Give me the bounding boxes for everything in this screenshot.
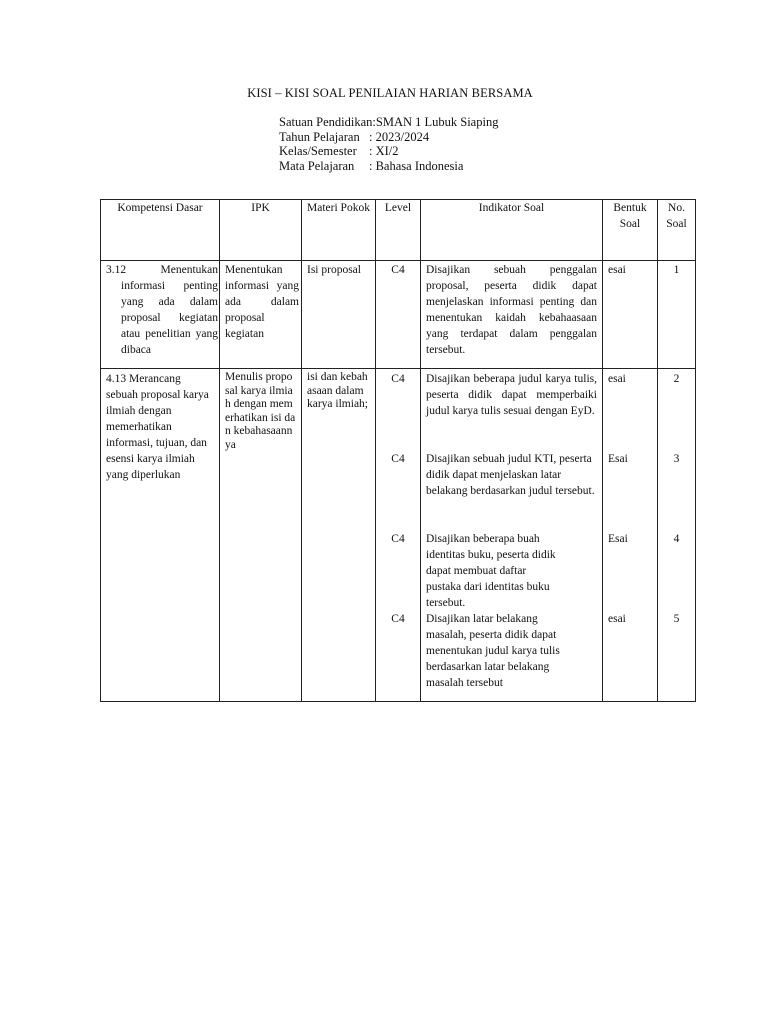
no-soal-item: 3 (673, 453, 680, 465)
ipk-cell: Menulis proposal karya ilmiah dengan memerhatikan isi dan kebahasaannya (220, 369, 302, 702)
ipk-cell: Menentukan informasi yang ada dalam proposal kegiatan (220, 261, 302, 369)
no-soal-item: 5 (673, 613, 680, 625)
header-kompetensi-dasar: Kompetensi Dasar (101, 200, 220, 261)
bentuk-item: esai (608, 613, 626, 625)
meta-row-satuan (279, 115, 498, 130)
meta-label: Tahun Pelajaran (279, 129, 360, 144)
meta-row-mapel (279, 159, 498, 174)
bentuk-cell: esai (603, 261, 658, 369)
meta-label: Mata Pelajaran (279, 158, 355, 173)
indikator-item: Disajikan sebuah judul KTI, peserta didik dapat menjelaskan latar belakang berdasarkan judul tersebut. (426, 453, 595, 497)
bentuk-item: esai (608, 373, 626, 385)
bentuk-item: Esai (608, 453, 628, 465)
level-item: C4 (391, 453, 405, 465)
kisi-kisi-table (100, 199, 696, 702)
materi-cell: Isi proposal (302, 261, 376, 369)
table-row (101, 261, 696, 369)
document-meta (279, 115, 498, 173)
table-row (101, 369, 696, 702)
no-soal-item: 2 (673, 373, 680, 385)
meta-value: : 2023/2024 (369, 129, 430, 144)
header-ipk: IPK (220, 200, 302, 261)
meta-label: Satuan Pendidikan: (279, 115, 376, 129)
kompetensi-dasar-cell: 4.13 Merancang sebuah proposal karya ilmiah dengan memerhatikan informasi, tujuan, dan esensi karya ilmiah yang diperlukan (101, 369, 220, 702)
bentuk-cell (603, 369, 658, 702)
level-cell (376, 369, 421, 702)
header-indikator-soal: Indikator Soal (421, 200, 603, 261)
no-soal-item: 4 (673, 533, 680, 545)
indikator-cell (421, 369, 603, 702)
header-no-soal: No. Soal (658, 200, 696, 261)
no-soal-cell (658, 369, 696, 702)
header-level: Level (376, 200, 421, 261)
kompetensi-dasar-cell: 3.12 Menentukan informasi penting yang ada dalam proposal kegiatan atau penelitian yang dibaca (101, 261, 220, 369)
no-soal-cell: 1 (658, 261, 696, 369)
level-item: C4 (391, 373, 405, 385)
bentuk-item: Esai (608, 533, 628, 545)
document-title: KISI – KISI SOAL PENILAIAN HARIAN BERSAMA (247, 86, 533, 100)
meta-row-kelas (279, 144, 498, 159)
indikator-cell: Disajikan sebuah penggalan proposal, peserta didik dapat menjelaskan informasi penting dan menentukan kaidah kebahaasaan yang terdapat dalam penggalan tersebut. (421, 261, 603, 369)
indikator-item: Disajikan beberapa buah identitas buku, peserta didik dapat membuat daftar pustaka dari identitas buku tersebut. (426, 533, 556, 609)
meta-value: : Bahasa Indonesia (369, 158, 464, 173)
meta-value: : XI/2 (369, 144, 399, 158)
indikator-item: Disajikan latar belakang masalah, peserta didik dapat menentukan judul karya tulis berdasarkan latar belakang masalah tersebut (426, 613, 560, 689)
level-cell: C4 (376, 261, 421, 369)
meta-label: Kelas/Semester (279, 144, 357, 158)
level-item: C4 (391, 533, 405, 545)
indikator-item: Disajikan beberapa judul karya tulis, peserta didik dapat memperbaiki judul karya tulis sesuai dengan EyD. (426, 373, 597, 417)
meta-value: SMAN 1 Lubuk Siaping (375, 115, 499, 129)
level-item: C4 (391, 613, 405, 625)
meta-row-tahun (279, 130, 498, 145)
table-header-row (101, 200, 696, 261)
materi-cell: isi dan kebahasaan dalam karya ilmiah; (302, 369, 376, 702)
header-materi-pokok: Materi Pokok (302, 200, 376, 261)
header-bentuk-soal: Bentuk Soal (603, 200, 658, 261)
